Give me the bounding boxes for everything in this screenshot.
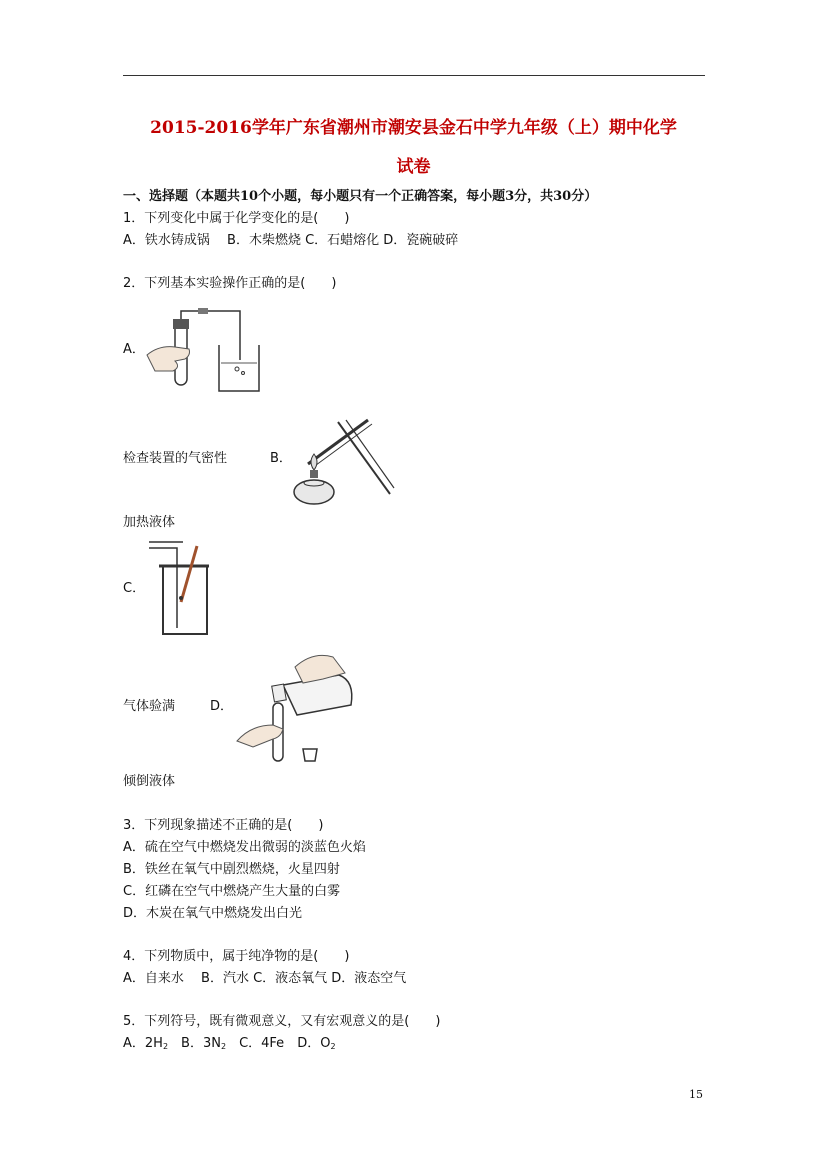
q4-stem: 4．下列物质中，属于纯净物的是( ) bbox=[123, 949, 350, 964]
q4-options: A．自来水 B．汽水 C．液态氧气 D．液态空气 bbox=[123, 971, 407, 986]
q5-option-d: D．O bbox=[284, 1036, 331, 1051]
q2-option-d-label: D． bbox=[210, 699, 234, 714]
header-rule bbox=[123, 75, 705, 76]
gas-full-check-figure bbox=[145, 538, 215, 638]
q5-option-b: B．3N bbox=[168, 1036, 221, 1051]
q2-option-c-caption: 气体验满 bbox=[123, 699, 176, 714]
q2-stem: 2．下列基本实验操作正确的是( ) bbox=[123, 276, 337, 291]
pouring-liquid-figure bbox=[233, 645, 363, 765]
q3-option-c: C．红磷在空气中燃烧产生大量的白雾 bbox=[123, 884, 341, 899]
q3-option-d: D．木炭在氧气中燃烧发出白光 bbox=[123, 906, 303, 921]
q2-option-a-label: A． bbox=[123, 342, 145, 357]
exam-title-line2: 试卷 bbox=[396, 157, 431, 177]
q5-option-c: C．4Fe bbox=[226, 1036, 285, 1051]
q5-option-a-subscript: 2 bbox=[162, 1042, 169, 1051]
q5-option-b-subscript: 2 bbox=[220, 1042, 227, 1051]
page-number: 15 bbox=[689, 1088, 703, 1101]
q2-option-b-label: B． bbox=[270, 451, 292, 466]
q2-option-a-caption: 检查装置的气密性 bbox=[123, 451, 228, 466]
q1-options: A．铁水铸成锅 B．木柴燃烧 C．石蜡熔化 D．瓷碗破碎 bbox=[123, 233, 459, 248]
q2-option-d-caption: 倾倒液体 bbox=[123, 774, 176, 789]
q1-stem: 1．下列变化中属于化学变化的是( ) bbox=[123, 211, 350, 226]
q5-option-d-subscript: 2 bbox=[330, 1042, 336, 1051]
q5-stem: 5．下列符号，既有微观意义，又有宏观意义的是( ) bbox=[123, 1014, 441, 1029]
q3-option-a: A．硫在空气中燃烧发出微弱的淡蓝色火焰 bbox=[123, 840, 366, 855]
q3-option-b: B．铁丝在氧气中剧烈燃烧，火星四射 bbox=[123, 862, 340, 877]
exam-title-line1: 2015-2016学年广东省潮州市潮安县金石中学九年级（上）期中化学 bbox=[150, 118, 677, 138]
section-heading: 一、选择题（本题共10个小题，每小题只有一个正确答案，每小题3分，共30分） bbox=[123, 189, 598, 204]
airtightness-check-figure bbox=[145, 305, 265, 395]
q5-option-a: A．2H bbox=[123, 1036, 163, 1051]
q5-options bbox=[123, 1036, 336, 1055]
heating-liquid-figure bbox=[290, 412, 395, 510]
q3-stem: 3．下列现象描述不正确的是( ) bbox=[123, 818, 324, 833]
q2-option-c-label: C． bbox=[123, 581, 146, 596]
q2-option-b-caption: 加热液体 bbox=[123, 515, 176, 530]
